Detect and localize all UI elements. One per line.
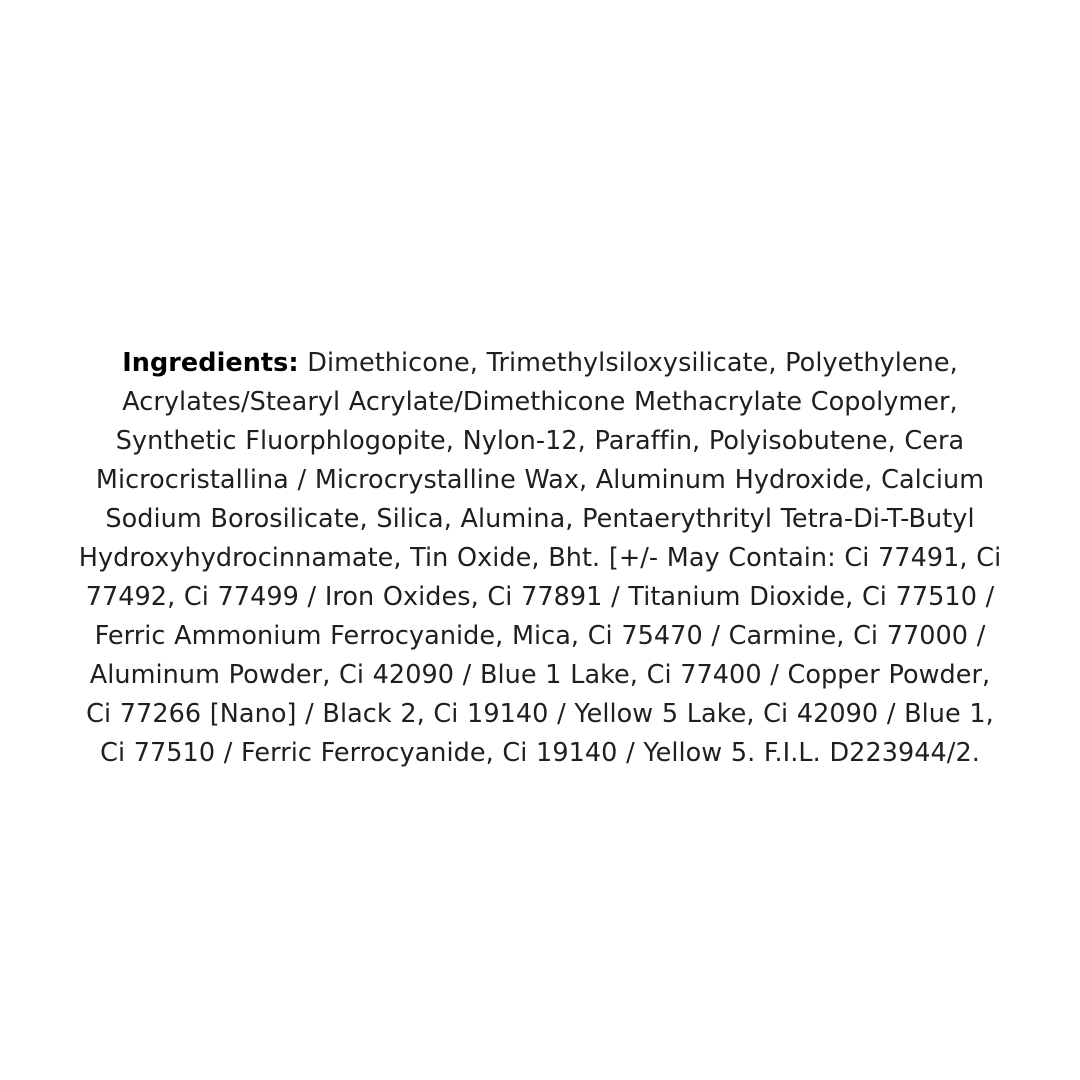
ingredients-paragraph xyxy=(78,344,1002,773)
ingredients-block xyxy=(78,318,1002,798)
ingredients-list: Dimethicone, Trimethylsiloxysilicate, Polyethylene, Acrylates/Stearyl Acrylate/Dimethicone Methacrylate Copolymer, Synthetic Fluorphlogopite, Nylon-12, Paraffin, Polyisobutene, Cera Microcristallina / Microcrystalline Wax, Aluminum Hydroxide, Calcium Sodium Borosilicate, Silica, Alumina, Pentaerythrityl Tetra-Di-T-Butyl Hydroxyhydrocinnamate, Tin Oxide, Bht. [+/- May Contain: Ci 77491, Ci 77492, Ci 77499 / Iron Oxides, Ci 77891 / Titanium Dioxide, Ci 77510 / Ferric Ammonium Ferrocyanide, Mica, Ci 75470 / Carmine, Ci 77000 / Aluminum Powder, Ci 42090 / Blue 1 Lake, Ci 77400 / Copper Powder, Ci 77266 [Nano] / Black 2, Ci 19140 / Yellow 5 Lake, Ci 42090 / Blue 1, Ci 77510 / Ferric Ferrocyanide, Ci 19140 / Yellow 5. F.I.L. D223944/2. xyxy=(78,347,1002,768)
ingredients-label: Ingredients: xyxy=(122,347,299,378)
